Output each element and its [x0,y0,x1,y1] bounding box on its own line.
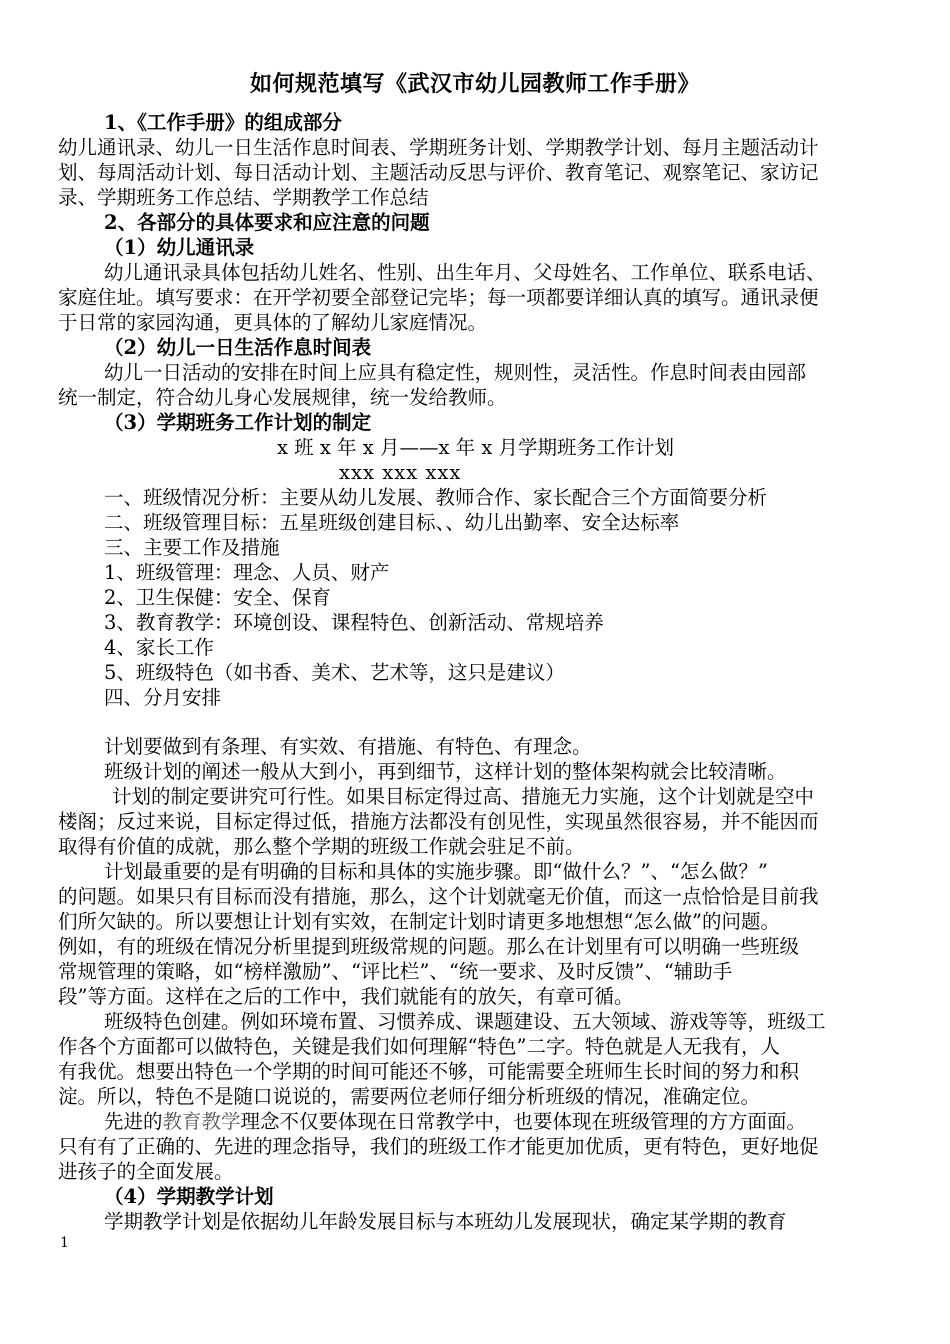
plan-item: 二、班级管理目标：五星班级创建目标、、幼儿出勤率、安全达标率 [104,511,680,534]
plan-item: 一、班级情况分析：主要从幼儿发展、教师合作、家长配合三个方面简要分析 [104,486,768,509]
paragraph-line: 统一制定，符合幼儿身心发展规律，统一发给教师。 [58,386,507,409]
plan-item: 5、班级特色（如书香、美术、艺术等，这只是建议） [104,661,565,684]
paragraph-line [58,1109,893,1134]
paragraph-line: 幼儿通讯录、幼儿一日生活作息时间表、学期班务计划、学期教学计划、每月主题活动计 [58,136,819,159]
paragraph-line: 们所欠缺的。所以要想让计划有实效，在制定计划时请更多地想想“怎么做”的问题。 [58,910,780,933]
paragraph-line: 取得有价值的成就，那么整个学期的班级工作就会驻足不前。 [58,835,585,858]
paragraph-line: 有我优。想要出特色一个学期的时间可能还不够，可能需要全班师生长时间的努力和积 [58,1060,800,1083]
paragraph-line: 计划最重要的是有明确的目标和具体的实施步骤。即“做什么？”、“怎么做？” [104,860,768,883]
paragraph-line: 段”等方面。这样在之后的工作中，我们就能有的放矢，有章可循。 [58,985,634,1008]
paragraph-line: 班级计划的阐述一般从大到小，再到细节，这样计划的整体架构就会比较清晰。 [104,760,787,783]
paragraph-line: 进孩子的全面发展。 [58,1160,234,1183]
subsection-heading: （4）学期教学计划 [104,1185,274,1208]
education-teaching-link[interactable]: 教育教学 [162,1110,241,1133]
subsection-heading: （2）幼儿一日生活作息时间表 [104,336,372,359]
paragraph-line: 幼儿一日活动的安排在时间上应具有稳定性，规则性，灵活性。作息时间表由园部 [104,361,807,384]
paragraph-line: 常规管理的策略，如“榜样激励”、“评比栏”、“统一要求、及时反馈”、“辅助手 [58,960,733,983]
page-number: 1 [60,1235,69,1251]
subsection-heading: （1）幼儿通讯录 [104,236,255,259]
document-body [58,110,893,1234]
text-rest: 理念不仅要体现在日常教学中，也要体现在班级管理的方方面面。 [240,1110,807,1133]
plan-title: x 班 x 年 x 月——x 年 x 月学期班务工作计划 [276,436,675,459]
paragraph-line: 计划要做到有条理、有实效、有措施、有特色、有理念。 [104,735,592,758]
plan-authors: xxx xxx xxx [339,461,462,484]
text-prefix: 先进的 [104,1110,163,1133]
paragraph-line: 划、每周活动计划、每日活动计划、主题活动反思与评价、教育笔记、观察笔记、家访记 [58,161,819,184]
paragraph-line: 作各个方面都可以做特色，关键是我们如何理解“特色”二字。特色就是人无我有，人 [58,1035,780,1058]
paragraph-line: 家庭住址。填写要求：在开学初要全部登记完毕；每一项都要详细认真的填写。通讯录便 [58,286,819,309]
document-title: 如何规范填写《武汉市幼儿园教师工作手册》 [249,71,700,97]
section-heading: 2、各部分的具体要求和应注意的问题 [104,211,430,234]
paragraph-line: 只有有了正确的、先进的理念指导，我们的班级工作才能更加优质，更有特色，更好地促 [58,1135,819,1158]
section-heading: 1、《工作手册》的组成部分 [104,111,342,134]
paragraph-line: 班级特色创建。例如环境布置、习惯养成、课题建设、五大领域、游戏等等，班级工 [104,1010,826,1033]
plan-item: 2、卫生保健：安全、保育 [104,586,331,609]
paragraph-line: 录、学期班务工作总结、学期教学工作总结 [58,186,429,209]
plan-item: 四、分月安排 [104,686,222,709]
plan-item: 1、班级管理：理念、人员、财产 [104,561,390,584]
paragraph-line: 计划的制定要讲究可行性。如果目标定得过高、措施无力实施，这个计划就是空中 [112,785,815,808]
paragraph-line: 淀。所以，特色不是随口说说的，需要两位老师仔细分析班级的情况，准确定位。 [58,1085,761,1108]
paragraph-line: 于日常的家园沟通，更具体的了解幼儿家庭情况。 [58,311,488,334]
subsection-heading: （3）学期班务工作计划的制定 [104,411,372,434]
plan-item: 三、主要工作及措施 [104,536,280,559]
paragraph-line: 的问题。如果只有目标而没有措施，那么，这个计划就毫无价值，而这一点恰恰是目前我 [58,885,819,908]
paragraph-line: 例如，有的班级在情况分析里提到班级常规的问题。那么在计划里有可以明确一些班级 [58,935,800,958]
paragraph-line: 幼儿通讯录具体包括幼儿姓名、性别、出生年月、父母姓名、工作单位、联系电话、 [104,261,826,284]
paragraph-line: 学期教学计划是依据幼儿年龄发展目标与本班幼儿发展现状，确定某学期的教育 [104,1210,787,1233]
plan-item: 3、教育教学：环境创设、课程特色、创新活动、常规培养 [104,611,604,634]
paragraph-line: 楼阁；反过来说，目标定得过低，措施方法都没有创见性，实现虽然很容易，并不能因而 [58,810,819,833]
plan-item: 4、家长工作 [104,636,214,659]
